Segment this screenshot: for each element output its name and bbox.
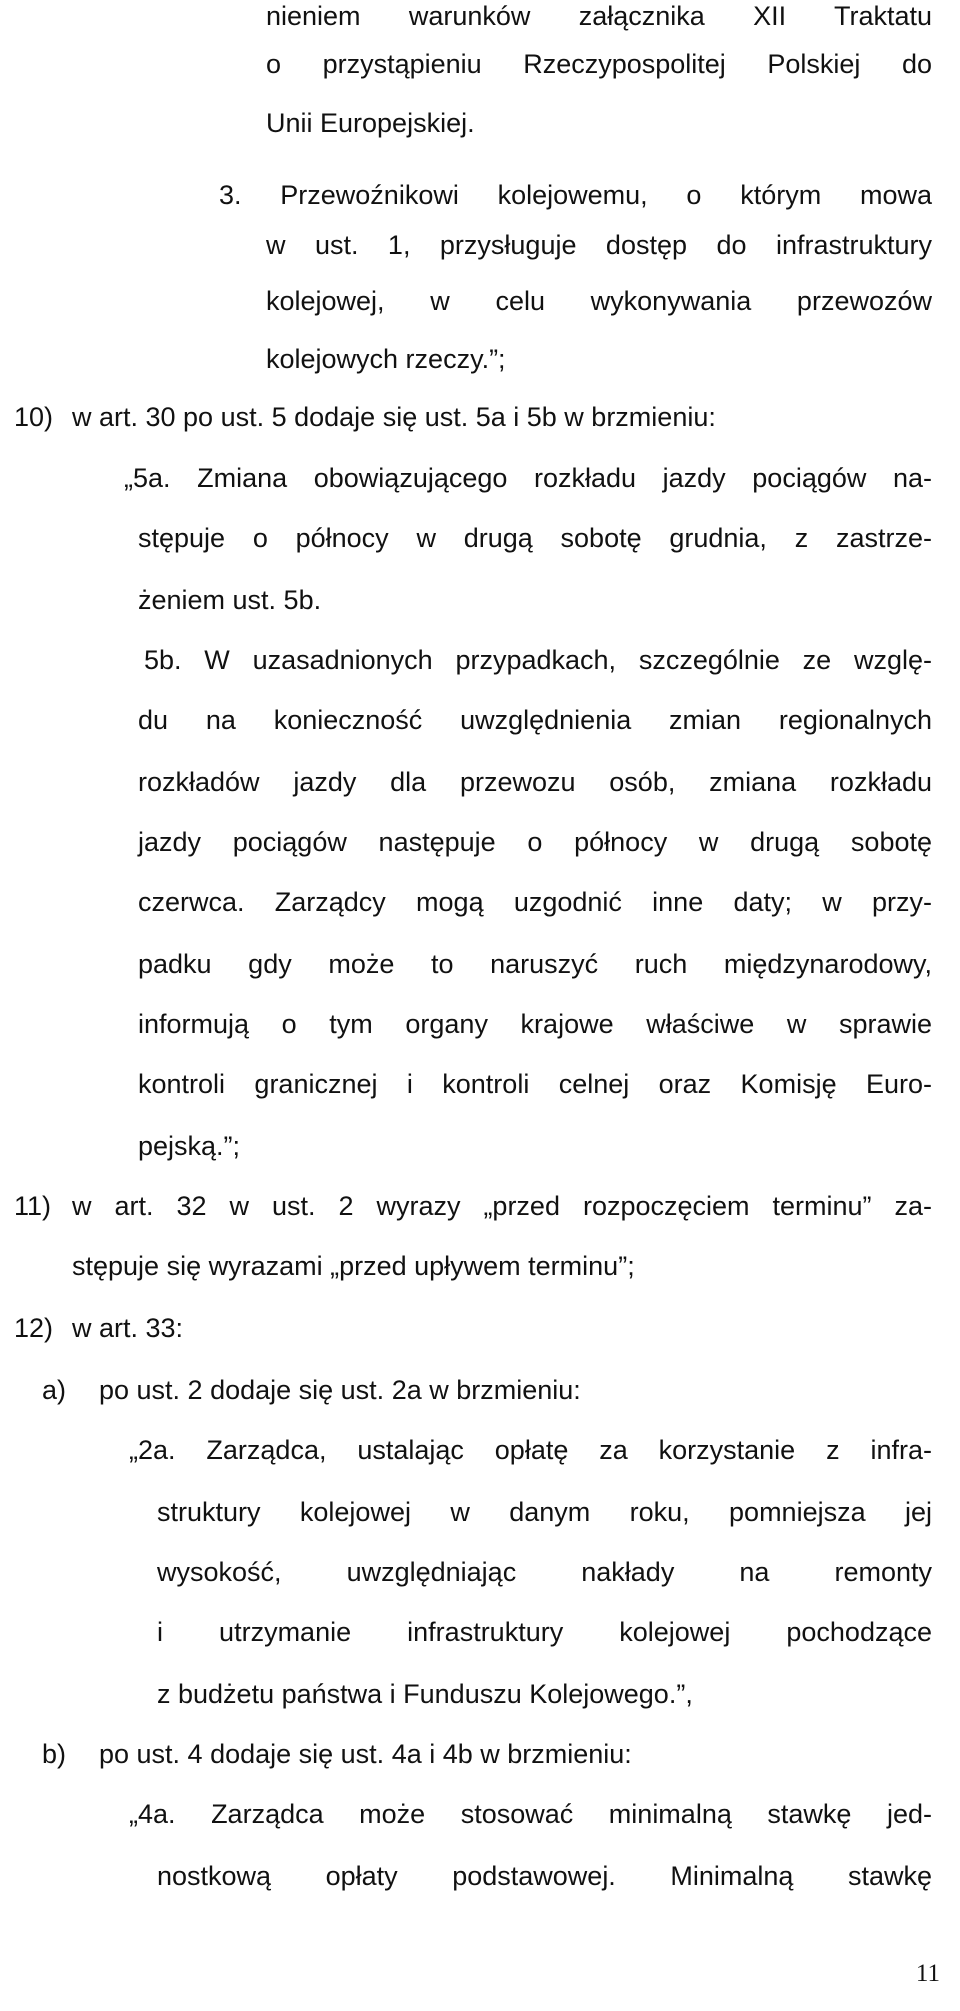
text-line: w art. 32 w ust. 2 wyrazy „przed rozpoczęciem terminu” za-	[72, 1191, 932, 1221]
text-line: nostkową opłaty podstawowej. Minimalną stawkę	[157, 1861, 932, 1891]
text-line: jazdy pociągów następuje o północy w drugą sobotę	[138, 827, 932, 857]
text-line: stępuje o północy w drugą sobotę grudnia, z zastrze-	[138, 523, 932, 553]
text-line: 3. Przewoźnikowi kolejowemu, o którym mowa	[219, 180, 932, 210]
text-line: struktury kolejowej w danym roku, pomniejsza jej	[157, 1497, 932, 1527]
text-line: w art. 33:	[72, 1313, 184, 1343]
item-number: 12)	[14, 1313, 54, 1343]
text-line: stępuje się wyrazami „przed upływem terminu”;	[72, 1251, 635, 1281]
text-line: nieniem warunków załącznika XII Traktatu	[266, 1, 932, 31]
text-line: „4a. Zarządca może stosować minimalną stawkę jed-	[129, 1799, 932, 1829]
text-line: po ust. 4 dodaje się ust. 4a i 4b w brzmieniu:	[99, 1739, 632, 1769]
text-line: czerwca. Zarządcy mogą uzgodnić inne daty; w przy-	[138, 887, 932, 917]
text-line: w art. 30 po ust. 5 dodaje się ust. 5a i 5b w brzmieniu:	[72, 402, 716, 432]
text-line: kolejowej, w celu wykonywania przewozów	[266, 286, 932, 316]
text-line: w ust. 1, przysługuje dostęp do infrastruktury	[266, 230, 932, 260]
text-line: wysokość, uwzględniając nakłady na remonty	[157, 1557, 932, 1587]
text-line: 5b. W uzasadnionych przypadkach, szczególnie ze wzglę-	[144, 645, 932, 675]
page-number: 11	[915, 1960, 940, 1987]
text-line: „2a. Zarządca, ustalając opłatę za korzystanie z infra-	[129, 1435, 932, 1465]
item-letter: b)	[42, 1739, 67, 1769]
text-line: i utrzymanie infrastruktury kolejowej pochodzące	[157, 1617, 932, 1647]
text-line: padku gdy może to naruszyć ruch międzynarodowy,	[138, 949, 932, 979]
item-letter: a)	[42, 1375, 67, 1405]
item-number: 10)	[14, 402, 54, 432]
text-line: z budżetu państwa i Funduszu Kolejowego.”,	[157, 1679, 693, 1709]
text-line: kontroli granicznej i kontroli celnej oraz Komisję Euro-	[138, 1069, 932, 1099]
text-line: żeniem ust. 5b.	[138, 585, 322, 615]
item-number: 11)	[14, 1191, 52, 1221]
text-line: Unii Europejskiej.	[266, 108, 475, 138]
text-line: „5a. Zmiana obowiązującego rozkładu jazdy pociągów na-	[124, 463, 932, 493]
text-line: kolejowych rzeczy.”;	[266, 344, 506, 374]
text-line: o przystąpieniu Rzeczypospolitej Polskiej do	[266, 49, 932, 79]
text-line: informują o tym organy krajowe właściwe w sprawie	[138, 1009, 932, 1039]
text-line: rozkładów jazdy dla przewozu osób, zmiana rozkładu	[138, 767, 932, 797]
text-line: po ust. 2 dodaje się ust. 2a w brzmieniu:	[99, 1375, 581, 1405]
text-line: du na konieczność uwzględnienia zmian regionalnych	[138, 705, 932, 735]
text-line: pejską.”;	[138, 1131, 241, 1161]
